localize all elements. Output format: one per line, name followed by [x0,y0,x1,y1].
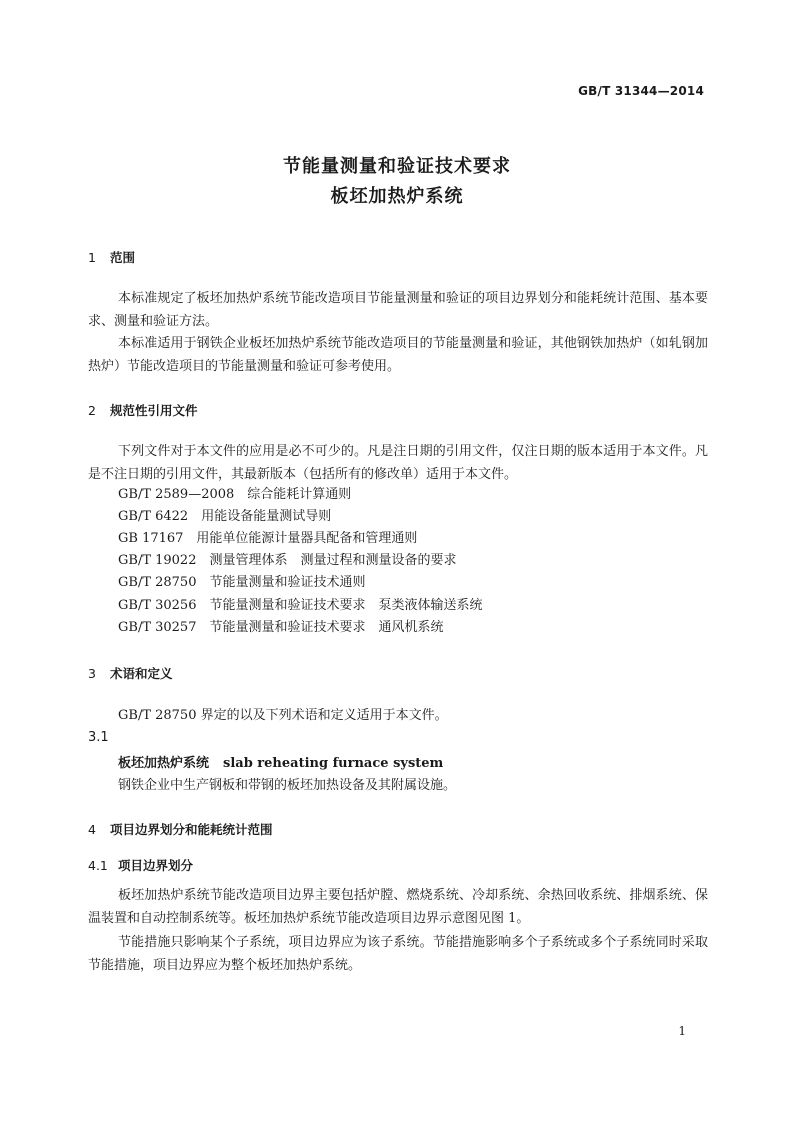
paragraph: 本标准适用于钢铁企业板坯加热炉系统节能改造项目的节能量测量和验证，其他钢铁加热炉（如轧钢加热炉）节能改造项目的节能量测量和验证可参考使用。 [88,336,708,374]
reference-item: GB/T 28750 节能量测量和验证技术通则 [118,575,366,590]
section-3-heading [88,664,173,682]
reference-item: GB/T 2589—2008 综合能耗计算通则 [118,487,352,502]
section-title: 范围 [110,250,136,265]
section-title: 术语和定义 [110,666,173,681]
reference-item: GB/T 19022 测量管理体系 测量过程和测量设备的要求 [118,553,457,568]
section-4-heading [88,820,273,838]
subsection-title: 项目边界划分 [118,858,194,873]
section-1-heading [88,248,135,266]
section-2-heading [88,401,198,419]
paragraph: 节能措施只影响某个子系统，项目边界应为该子系统。节能措施影响多个子系统或多个子系统同时采取节能措施，项目边界应为整个板坯加热炉系统。 [88,935,708,973]
reference-item: GB/T 6422 用能设备能量测试导则 [118,509,332,524]
reference-item: GB/T 30257 节能量测量和验证技术要求 通风机系统 [118,620,444,635]
document-title: 节能量测量和验证技术要求 [283,156,511,177]
term-definition: 钢铁企业中生产钢板和带钢的板坯加热设备及其附属设施。 [118,778,457,793]
section-number: 1 [88,250,96,265]
paragraph: 板坯加热炉系统节能改造项目边界主要包括炉膛、燃烧系统、冷却系统、余热回收系统、排烟系统、保温装置和自动控制系统等。板坯加热炉系统节能改造项目边界示意图见图 1。 [88,888,708,926]
paragraph: 本标准规定了板坯加热炉系统节能改造项目节能量测量和验证的项目边界划分和能耗统计范围、基本要求、测量和验证方法。 [88,291,708,329]
section-title: 项目边界划分和能耗统计范围 [110,822,273,837]
section-number: 4 [88,822,96,837]
reference-item: GB/T 30256 节能量测量和验证技术要求 泵类液体输送系统 [118,598,483,613]
term-number: 3.1 [88,730,109,745]
reference-item: GB 17167 用能单位能源计量器具配备和管理通则 [118,531,418,546]
section-title: 规范性引用文件 [110,403,198,418]
subsection-4-1-heading [88,856,193,874]
term-english: slab reheating furnace system [223,756,444,771]
term-chinese: 板坯加热炉系统 [118,756,210,771]
subsection-number: 4.1 [88,858,108,873]
section-number: 3 [88,666,96,681]
standard-code: GB/T 31344—2014 [578,84,704,98]
paragraph: 下列文件对于本文件的应用是必不可少的。凡是注日期的引用文件，仅注日期的版本适用于本文件。凡是不注日期的引用文件，其最新版本（包括所有的修改单）适用于本文件。 [88,444,708,482]
term-entry [118,752,443,771]
document-subtitle: 板坯加热炉系统 [330,186,464,207]
page-number: 1 [678,1024,686,1038]
paragraph: GB/T 28750 界定的以及下列术语和定义适用于本文件。 [118,708,448,723]
section-number: 2 [88,403,96,418]
